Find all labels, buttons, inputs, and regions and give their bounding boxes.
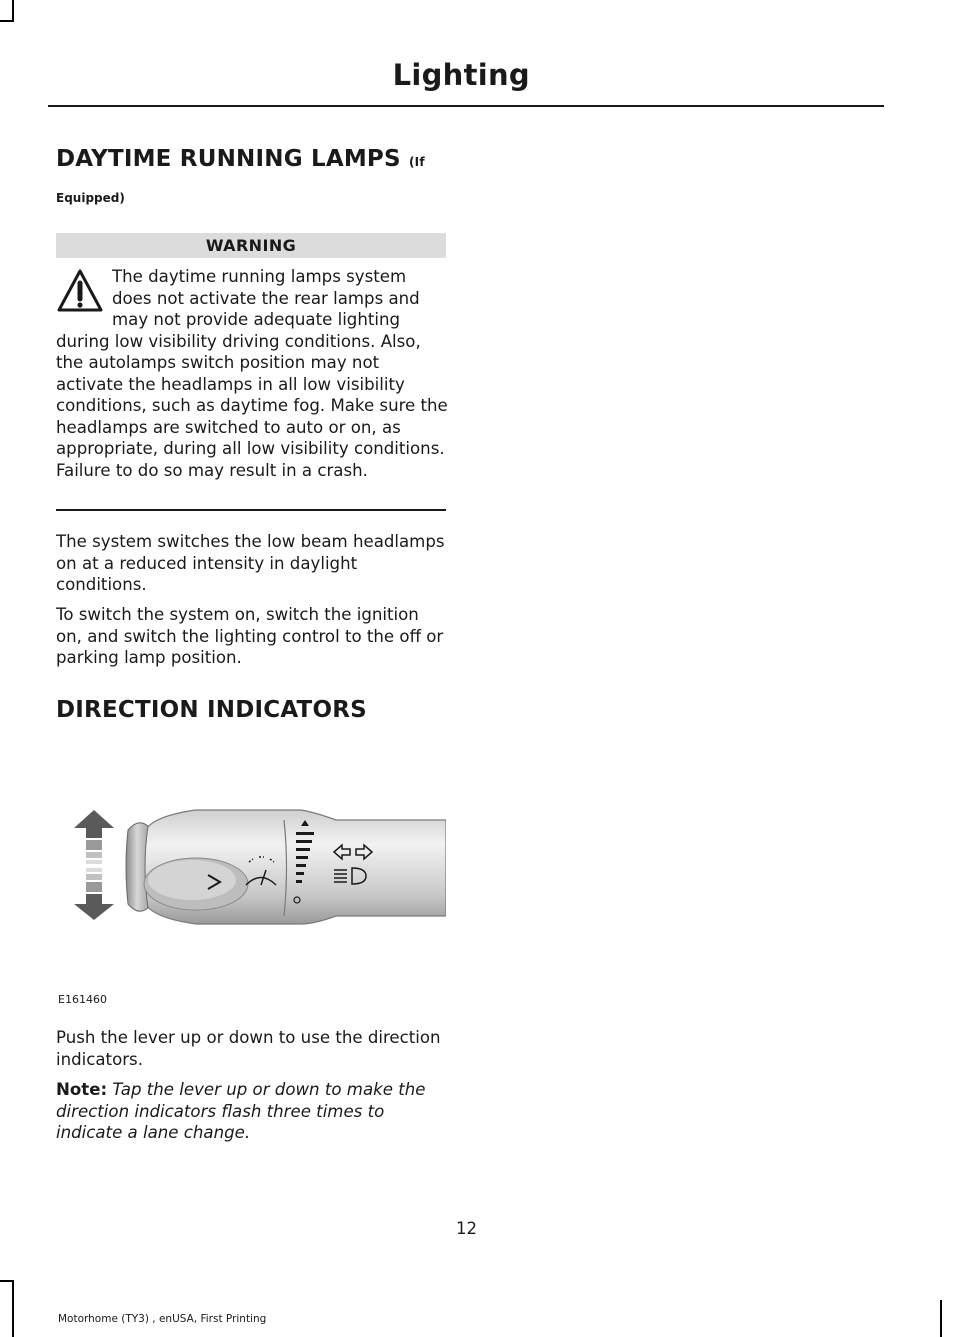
warning-block [56,266,448,481]
drl-title-suffix: (If [408,155,425,169]
crop-mark [940,1300,942,1337]
drl-paragraph-1: The system switches the low beam headlamps on at a reduced intensity in daylight conditions. [56,532,445,594]
figure-code: E161460 [58,993,107,1006]
note-label: Note: [56,1080,108,1099]
warning-divider [56,509,446,511]
turn-signal-lever-illustration [56,790,446,1010]
direction-paragraph: Push the lever up or down to use the direction indicators. [56,1028,441,1069]
direction-note [56,1079,448,1144]
drl-title: DAYTIME RUNNING LAMPS [56,146,401,172]
crop-mark [0,20,14,22]
note-text: Tap the lever up or down to make the direction indicators flash three times to indicate a lane change. [56,1080,426,1142]
drl-paragraph-2: To switch the system on, switch the ignition on, and switch the lighting control to the off or parking lamp position. [56,605,444,667]
crop-mark [0,1280,14,1282]
crop-mark [12,1280,14,1337]
drl-heading [56,146,446,172]
direction-title: DIRECTION INDICATORS [56,697,367,723]
header-divider [48,105,884,107]
crop-mark [12,0,14,22]
page-header-title: Lighting [392,58,530,92]
warning-label: WARNING [56,233,446,258]
footer-text: Motorhome (TY3) , enUSA, First Printing [58,1313,267,1325]
drl-equipped: Equipped) [56,191,125,205]
warning-text: The daytime running lamps system does not activate the rear lamps and may not provide adequate lighting during low visibility driving conditions. Also, the autolamps switch position may not activate the headlamps in all low visibility conditions, such as daytime fog. Make sure the headlamps are switched to auto or on, as appropriate, during all low visibility conditions. Failure to do so may result in a crash. [56,267,448,480]
direction-heading [56,697,446,723]
page-number: 12 [456,1219,477,1238]
warning-triangle-icon [56,268,104,314]
up-down-arrow-icon [74,810,114,920]
